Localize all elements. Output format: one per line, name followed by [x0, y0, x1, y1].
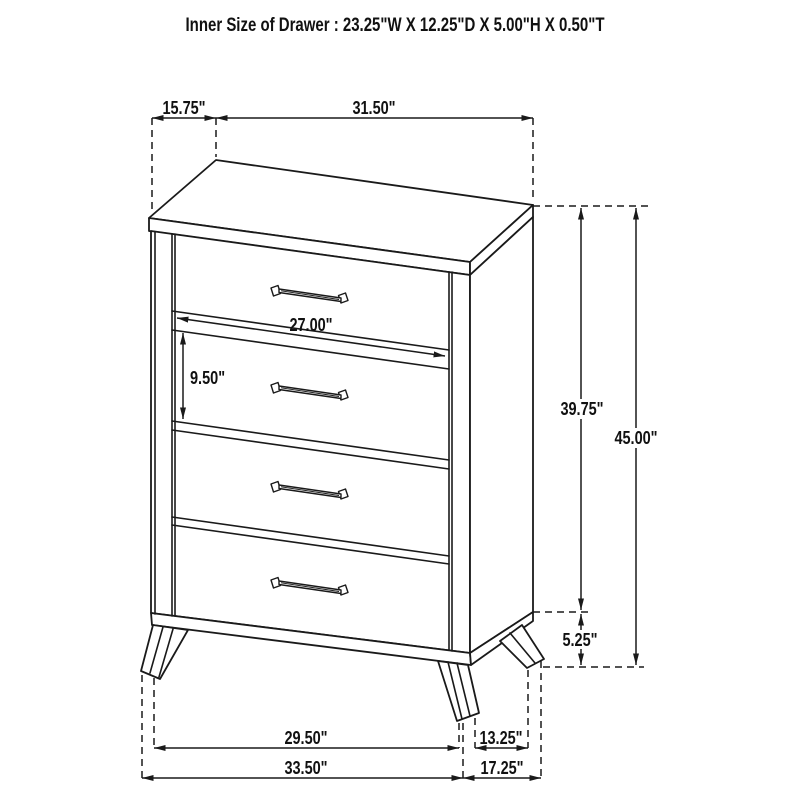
- dimension-label: 13.25": [479, 727, 523, 749]
- dimension-label: 27.00": [289, 314, 333, 336]
- dimension-label: 45.00": [614, 427, 658, 449]
- right-side-panel: [470, 217, 533, 653]
- dimension-label: 31.50": [352, 97, 396, 119]
- dimension-label: 33.50": [284, 757, 328, 779]
- diagram-title: Inner Size of Drawer : 23.25"W X 12.25"D X 5.00"H X 0.50"T: [185, 13, 605, 36]
- chest-body: [151, 217, 533, 665]
- dimension-label: 5.25": [562, 629, 598, 651]
- dimension-label: 15.75": [162, 97, 206, 119]
- dimension-label: 9.50": [190, 367, 226, 389]
- dimension-label: 29.50": [284, 727, 328, 749]
- dimension-label: 39.75": [560, 398, 604, 420]
- dimension-label: 17.25": [480, 757, 524, 779]
